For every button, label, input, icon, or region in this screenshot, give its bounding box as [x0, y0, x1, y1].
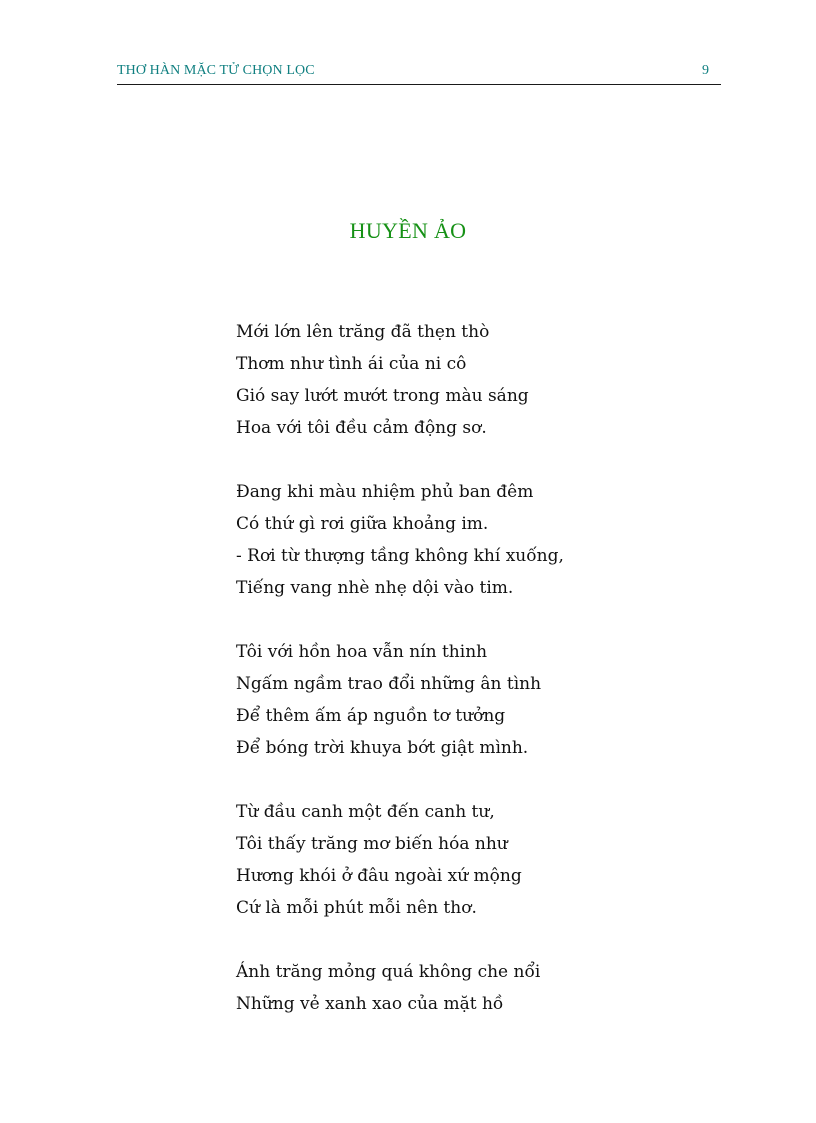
poem-line: - Rơi từ thượng tầng không khí xuống, [236, 546, 564, 566]
poem-line: Có thứ gì rơi giữa khoảng im. [236, 514, 489, 534]
poem-line: Tôi thấy trăng mơ biến hóa như [236, 834, 508, 854]
poem-body [236, 316, 564, 1052]
poem-line: Để bóng trời khuya bớt giật mình. [236, 738, 529, 758]
poem-line: Hoa với tôi đều cảm động sơ. [236, 418, 487, 438]
poem-title: HUYỀN ẢO [349, 218, 467, 243]
poem-line: Ngấm ngầm trao đổi những ân tình [236, 674, 542, 694]
running-header [117, 62, 721, 85]
poem-line: Từ đầu canh một đến canh tư, [236, 802, 495, 822]
poem-line: Cứ là mỗi phút mỗi nên thơ. [236, 898, 477, 918]
poem-line: Để thêm ấm áp nguồn tơ tưởng [236, 706, 506, 726]
stanza-1 [236, 316, 564, 444]
poem-line: Thơm như tình ái của ni cô [236, 354, 467, 374]
stanza-5 [236, 956, 564, 1020]
book-title: THƠ HÀN MẶC TỬ CHỌN LỌC [117, 63, 315, 78]
poem-line: Đang khi màu nhiệm phủ ban đêm [236, 482, 534, 502]
poem-line: Gió say lướt mướt trong màu sáng [236, 386, 529, 406]
poem-line: Tôi với hồn hoa vẫn nín thinh [236, 642, 488, 662]
poem-line: Mới lớn lên trăng đã thẹn thò [236, 322, 490, 342]
poem-line: Tiếng vang nhè nhẹ dội vào tim. [236, 578, 514, 598]
page-number: 9 [702, 63, 709, 78]
poem-line: Những vẻ xanh xao của mặt hồ [236, 994, 504, 1014]
poem-line: Hương khói ở đâu ngoài xứ mộng [236, 866, 522, 886]
poem-line: Ánh trăng mỏng quá không che nổi [236, 962, 541, 982]
stanza-3 [236, 636, 564, 764]
stanza-2 [236, 476, 564, 604]
stanza-4 [236, 796, 564, 924]
